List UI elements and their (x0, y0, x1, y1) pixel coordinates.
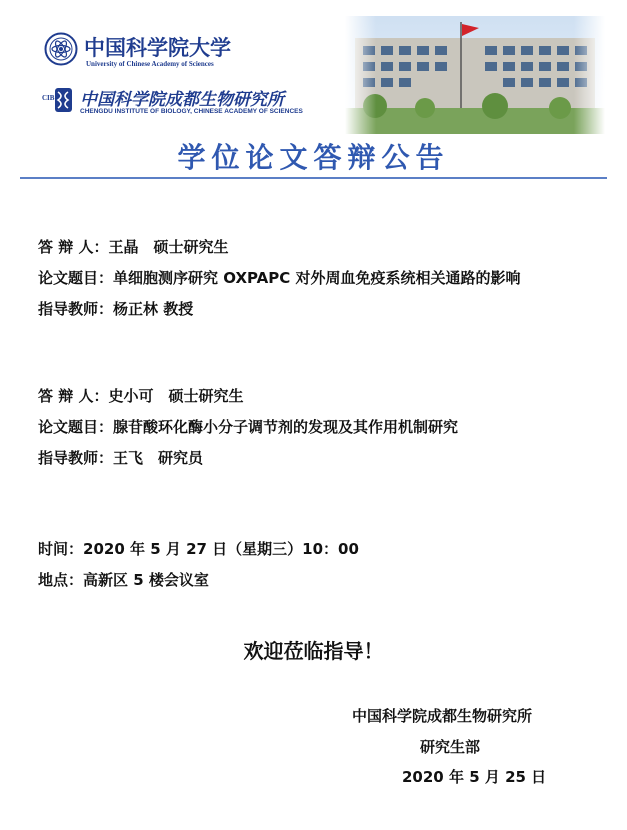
thesis-value: 腺苷酸环化酶小分子调节剂的发现及其作用机制研究 (113, 418, 459, 436)
ucas-seal-icon (44, 32, 78, 66)
defense-1-candidate (38, 236, 228, 257)
defense-2-candidate (38, 385, 243, 406)
defense-time (38, 538, 359, 559)
ucas-logo (42, 30, 242, 74)
defense-1-advisor (38, 298, 193, 319)
place-value: 高新区 5 楼会议室 (83, 571, 209, 589)
signature-dept: 研究生部 (420, 738, 481, 756)
title-divider (20, 177, 607, 179)
cib-name-cn: 中国科学院成都生物研究所 (80, 90, 284, 110)
welcome-message: 欢迎莅临指导！ (243, 639, 384, 663)
cib-badge: CIB (42, 94, 55, 102)
advisor-label: 指导教师： (38, 449, 114, 467)
advisor-value: 王飞 研究员 (113, 449, 204, 467)
candidate-value: 王晶 硕士研究生 (108, 238, 229, 256)
defense-place (38, 569, 209, 590)
defense-2-advisor (38, 447, 203, 468)
advisor-label: 指导教师： (38, 300, 114, 318)
time-label: 时间： (38, 540, 84, 558)
thesis-value: 单细胞测序研究 OXPAPC 对外周血免疫系统相关通路的影响 (113, 269, 521, 287)
page-title: 学位论文答辩公告 (177, 141, 450, 174)
signature-org: 中国科学院成都生物研究所 (352, 707, 533, 725)
thesis-label: 论文题目： (38, 269, 114, 287)
ucas-name-cn: 中国科学院大学 (84, 35, 231, 60)
institute-building-photo (345, 16, 605, 134)
defense-1-thesis (38, 267, 520, 288)
time-value: 2020 年 5 月 27 日（星期三）10：00 (83, 540, 359, 558)
thesis-label: 论文题目： (38, 418, 114, 436)
cib-logo (42, 84, 312, 120)
candidate-label: 答 辩 人： (38, 387, 109, 405)
candidate-label: 答 辩 人： (38, 238, 109, 256)
cib-name-en: CHENGDU INSTITUTE OF BIOLOGY, CHINESE ACADEMY OF SCIENCES (80, 108, 303, 115)
signature-date: 2020 年 5 月 25 日 (402, 768, 547, 786)
advisor-value: 杨正林 教授 (113, 300, 194, 318)
place-label: 地点： (38, 571, 84, 589)
ucas-name-en: University of Chinese Academy of Sciences (86, 60, 214, 68)
defense-2-thesis (38, 416, 458, 437)
candidate-value: 史小可 硕士研究生 (108, 387, 244, 405)
